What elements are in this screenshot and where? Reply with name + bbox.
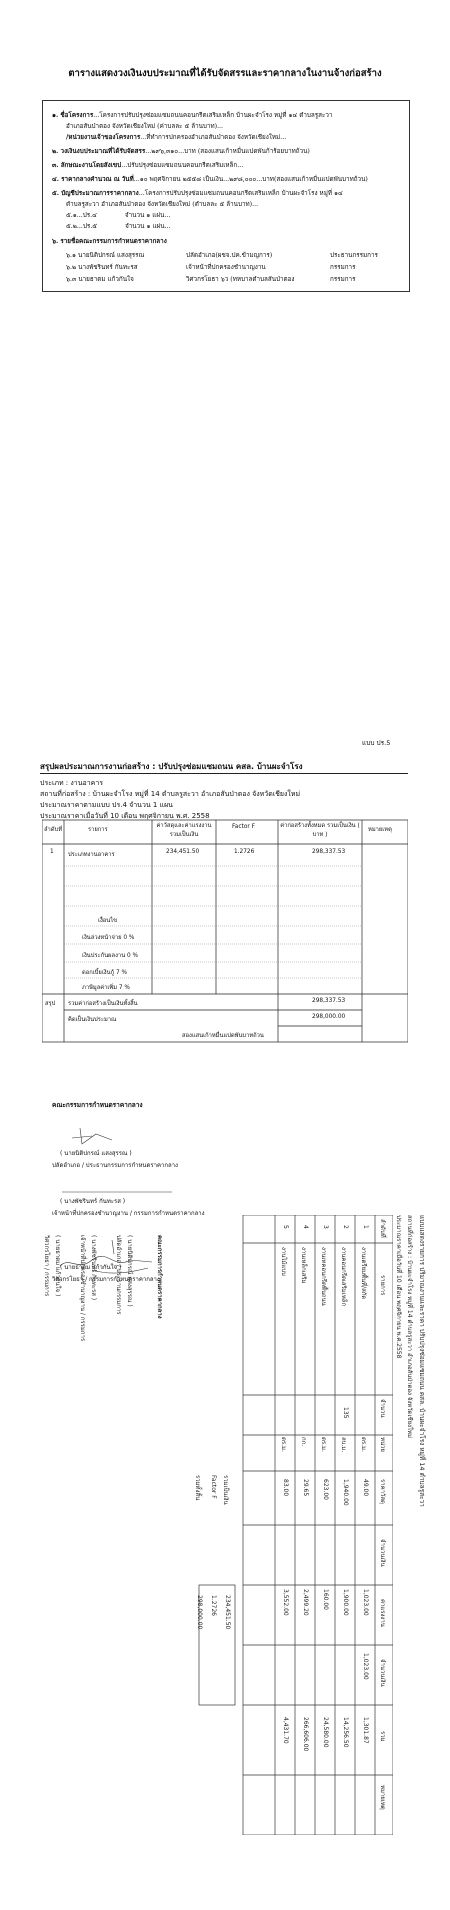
item-label: ๒. วงเงินงบประมาณที่ได้รับจัดสรร [52, 148, 146, 155]
col-total-header: ค่าก่อสร้างทั้งหมด รวมเป็นเงิน ( บาท ) [280, 823, 360, 838]
signature-position: เจ้าหน้าที่ปกครองชำนาญงาน / กรรมการกำหนดราคากลาง [52, 1210, 205, 1217]
row-no: 1 [50, 849, 54, 855]
committee-title: คณะกรรมการกำหนดราคากลาง [52, 1101, 143, 1109]
boq-row-no: 4 [302, 1225, 309, 1229]
summary-label: สรุป [45, 1001, 56, 1007]
boq-row-mat: 623.00 [322, 1479, 329, 1500]
boq-row-mat: 1,940.00 [342, 1479, 349, 1506]
item-label: ๓. ลักษณะงานโดยสังเขป [52, 162, 122, 169]
item-label: ๕. บัญชีประมาณการราคากลาง [52, 190, 139, 197]
boq-row-unit: ลบ.ม. [340, 1437, 347, 1453]
row-cost: 234,451.50 [166, 849, 200, 855]
boq-row-total: 4,431.70 [282, 1717, 289, 1744]
boq-factor-label: Factor F [210, 1475, 217, 1499]
boq-header-note: หมายเหตุ [379, 1785, 386, 1810]
boq-row-no: 2 [342, 1225, 349, 1229]
item-5-cont [66, 199, 258, 209]
boq-row-item: งานไม้แบบ [280, 1247, 287, 1276]
item-1-line [52, 110, 332, 120]
item-text: ...ที่ทำการปกครองอำเภอสันป่าตอง จังหวัดเชียงใหม่... [140, 134, 287, 141]
type-line: ประเภท : งานอาคาร [40, 779, 104, 787]
boq-signature-name: ( นายนิติปกรณ์ แสงสุรรณ ) [126, 1235, 133, 1307]
boq-header-total: รวม [379, 1731, 386, 1742]
boq-sum-value: 234,451.50 [224, 1595, 231, 1630]
boq-row-item: งานเทคอนกรีตพื้นถนน [320, 1247, 327, 1306]
boq-row-item: งานเหล็กเสริม [300, 1247, 307, 1284]
item-1-cont [66, 121, 223, 131]
committee-position: ปลัดอำเภอ(ผชจ.ปค.ข้ามญการ) [186, 252, 273, 259]
sum-total-value: 298,337.53 [312, 998, 346, 1004]
item-6-line [52, 236, 167, 246]
boq-row-total: 14,256.50 [342, 1717, 349, 1748]
boq-row-no: 1 [362, 1225, 369, 1229]
condition-item: ดอกเบี้ยเงินกู้ 7 % [82, 970, 127, 976]
summary-table [42, 816, 408, 1054]
boq-row-item: งานคอนกรีตเสริมเหล็ก [340, 1247, 347, 1307]
boq-row-unit: ตร.ม. [280, 1437, 287, 1452]
page-title: ตารางแสดงวงเงินงบประมาณที่ได้รับจัดสรรและราคากลางในงานจ้างก่อสร้าง [68, 68, 382, 79]
signature-name: ( นายนิติปกรณ์ แสงสุรรณ ) [60, 1150, 132, 1157]
boq-rotated-page [0, 1140, 450, 1910]
boq-sum-label: รวมเป็นเงิน [222, 1475, 229, 1505]
boq-factor-value: 1.2726 [210, 1595, 217, 1616]
item-text: จำนวน ๑ แผ่น... [124, 212, 171, 219]
date-line: ประมาณราคาเมื่อวันที่ 10 เดือน พฤศจิกายน พ.ศ. 2558 [40, 812, 210, 820]
committee-no: ๖.๒ [66, 264, 77, 271]
item-5-line [52, 188, 343, 198]
form-line: ประมาณราคาตามแบบ ปร.4 จำนวน 1 แผน [40, 801, 173, 809]
item-label: ๕.๒...ปร.๕ [66, 223, 98, 230]
item-text: ...๑๐ พฤศจิกายน ๒๕๕๘ เป็นเงิน...๒๙๘,๐๐๐...บาท(สองแสนเก้าหมื่นแปดพันบาทถ้วน) [133, 176, 368, 183]
rotated-content [15, 1175, 435, 1875]
boq-header-unit: หน่วย [379, 1437, 386, 1452]
item-label: ๔. ราคากลางคำนวณ ณ วันที่ [52, 176, 134, 183]
location-line: สถานที่ก่อสร้าง : บ้านผะจำโรง หมู่ที่ 14 ตำบลรูสะวา อำเภอสันป่าตอง จังหวัดเชียงใหม่ [40, 790, 301, 798]
row-factor: 1.2726 [234, 849, 255, 855]
boq-row-item: งานเตรียมพื้นที่/สกัด [360, 1247, 367, 1300]
boq-row-unit: กก. [300, 1437, 307, 1447]
item-2-line [52, 146, 310, 156]
boq-row-mat: 83.00 [282, 1479, 289, 1497]
boq-row-total: 266,606.00 [302, 1717, 309, 1752]
item-label: ๑. ชื่อโครงการ [52, 112, 94, 119]
col-note-header: หมายเหตุ [368, 827, 392, 833]
boq-row-lab: 1,023.00 [362, 1589, 369, 1616]
boq-row-unit: ตร.ม. [320, 1437, 327, 1452]
condition-item: เงินล่วงหน้าจ่าย 0 % [82, 935, 135, 941]
signature-name: ( นายธาตม แก้วกันใจ ) [60, 1264, 122, 1271]
committee-name: นางพัชรินทร์ กันทะรส [78, 264, 138, 271]
boq-header-qty: จำนวน [379, 1399, 386, 1418]
boq-header-item: รายการ [379, 1275, 386, 1296]
title-divider [40, 773, 408, 774]
committee-role: กรรมการ [330, 264, 356, 271]
item-label: ๖. รายชื่อคณะกรรมการกำหนดราคากลาง [52, 238, 167, 245]
boq-header-lab: ค่าแรงงาน [379, 1599, 386, 1627]
row-item: ประเภทงานอาคาร [68, 852, 115, 858]
committee-row [66, 262, 138, 272]
boq-row-mat: 49.00 [362, 1479, 369, 1497]
boq-signature-name: ( นายธาตม แก้วกันใจ ) [54, 1235, 61, 1297]
boq-row-qty: 135 [342, 1407, 349, 1419]
signature-name: ( นางพัชรินทร์ กันทะรส ) [60, 1198, 126, 1205]
sum-round-label: คิดเป็นเงินประมาณ [68, 1017, 117, 1023]
col-factor-header: Factor F [232, 824, 255, 830]
boq-row-lab: 160.00 [322, 1589, 329, 1610]
committee-row [66, 250, 144, 260]
boq-row-lab: 2,499.20 [302, 1589, 309, 1616]
committee-position: วิศวกรโยธา ๖ว (ทหบาลตำบลสันป่าตอง [186, 276, 295, 283]
sum-total-label: รวมค่าก่อสร้างเป็นเงินทั้งสิ้น [68, 1001, 138, 1007]
item-text: ...๒๙๖,๓๑๐...บาท (สองแสนเก้าหมื่นแปดพันก้าร้อยบาทถ้วน) [145, 148, 310, 155]
boq-row-no: 5 [282, 1225, 289, 1229]
item-3-line [52, 160, 243, 170]
committee-name: นายนิติปกรณ์ แสงสุรรณ [78, 252, 145, 259]
boq-row-lab: 3,552.00 [282, 1589, 289, 1616]
boq-row-total: 24,580.00 [322, 1717, 329, 1748]
item-text: จำนวน ๑ แผ่น... [125, 223, 171, 230]
item-label: /หน่วยงานเจ้าของโครงการ [66, 134, 141, 141]
committee-role: ประธานกรรมการ [330, 252, 378, 259]
signature-position: วิศวกรโยธา / กรรมการกำหนดราคากลาง [52, 1276, 160, 1283]
item-label: ๕.๑...ปร.๔ [66, 212, 97, 219]
condition-item: ภาษีมูลค่าเพิ่ม 7 % [82, 985, 130, 991]
boq-header-lab-amt: จำนวนเงิน [379, 1659, 386, 1687]
boq-row-unit: ตร.ม. [360, 1437, 367, 1452]
signature-position: ปลัดอำเภอ / ประธานกรรมการกำหนดราคากลาง [52, 1162, 178, 1169]
boq-date: ประมาณราคาเมื่อวันที่ 10 เดือน พฤศจิกายน พ.ศ.2558 [395, 1215, 402, 1359]
boq-row-no: 3 [322, 1225, 329, 1229]
item-text: ตำบลรูสะวา อำเภอสันป่าตอง จังหวัดเชียงใหม่ (ตำบลละ ๕ ล้านบาท)... [66, 201, 259, 208]
item-5-1 [66, 210, 170, 220]
item-agency-line [66, 132, 286, 142]
boq-location: สถานที่ก่อสร้าง : บ้านผะจำโรง หมู่ที่ 14 ตำบลรูสะวา อำเภอสันป่าตอง จังหวัดเชียงใหม่ [406, 1215, 413, 1438]
item-4-line [52, 174, 368, 184]
item-5-2 [66, 221, 171, 231]
col-item-header: รายการ [88, 827, 108, 833]
row-total: 298,337.53 [312, 849, 346, 855]
committee-row [66, 274, 134, 284]
boq-grand-label: รวมทั้งสิ้น [194, 1475, 201, 1501]
committee-no: ๖.๑ [66, 252, 76, 259]
committee-role: กรรมการ [330, 276, 356, 283]
boq-signature-position: ปลัดอำเภอ / ประธานกรรมการ [115, 1235, 122, 1315]
sum-words: สองแสนเก้าหมื่นแปดพันบาทถ้วน [182, 1033, 264, 1039]
form-label: แบบ ปร.5 [362, 739, 391, 747]
boq-row-mat: 29.65 [302, 1479, 309, 1497]
boq-signature-position: วิศวกรโยธา / กรรมการ [43, 1235, 50, 1297]
boq-committee-title: คณะกรรมการกำหนดราคากลาง [156, 1235, 163, 1319]
col-no-header: ลำดับที่ [44, 827, 63, 833]
item-text: ...โครงการปรับปรุงซ่อมแซมถนนคอนกรีตเสริมเหล็ก บ้านผะจำโรง หมู่ที่ ๑๔ ตำบลรูสะวา [93, 112, 333, 119]
item-text: อำเภอสันป่าตอง จังหวัดเชียงใหม่ (ค่าบลละ ๕ ล้านบาท)... [66, 123, 224, 130]
summary-title: สรุปผลประมาณการงานก่อสร้าง : ปรับปรุงซ่อมแซมถนน คสล. บ้านผะจำโรง [40, 762, 303, 771]
boq-row-lab: 1,900.00 [342, 1589, 349, 1616]
item-text: ...ปรับปรุงซ่อมแซมถนนคอนกรีตเสริมเหล็ก... [121, 162, 244, 169]
committee-name: นายธาตม แก้วกันใจ [78, 276, 134, 283]
item-text: ...โครงการปรับปรุงซ่อมแซมถนนคอนกรีตเสริมเหล็ก บ้านผะจำโรง หมู่ที่ ๑๔ [138, 190, 343, 197]
boq-row-lab-amt: 1,023.00 [362, 1653, 369, 1680]
boq-signature-name: ( นางพัชรินทร์ กันทะรส ) [90, 1235, 97, 1301]
sum-round-value: 298,000.00 [312, 1014, 346, 1020]
boq-row-total: 1,301.87 [362, 1717, 369, 1744]
boq-header-mat: ราคาวัสดุ [379, 1479, 386, 1504]
condition-heading: เงื่อนไข [98, 918, 118, 924]
committee-position: เจ้าหน้าที่ปกครองชำนาญงาน [186, 264, 266, 271]
boq-title: แบบแสดงรายการ ปริมาณงานและราคา ปรับปรุงซ่อมแซมถนน คสล. บ้านผะจำโรง หมู่ที่ 14 ตำบลรูสะวา [418, 1215, 426, 1507]
boq-grand-value: 298,000.00 [196, 1595, 203, 1630]
col-cost-header: ค่าวัสดุและค่าแรงงาน รวมเป็นเงิน [156, 823, 212, 838]
boq-signature-position: เจ้าหน้าที่ปกครองชำนาญงาน / กรรมการ [79, 1235, 86, 1342]
boq-header-no: ลำดับที่ [379, 1219, 386, 1238]
boq-header-mat-amt: จำนวนเงิน [379, 1539, 386, 1567]
condition-item: เงินประกันผลงาน 0 % [82, 953, 139, 959]
committee-no: ๖.๓ [66, 276, 77, 283]
